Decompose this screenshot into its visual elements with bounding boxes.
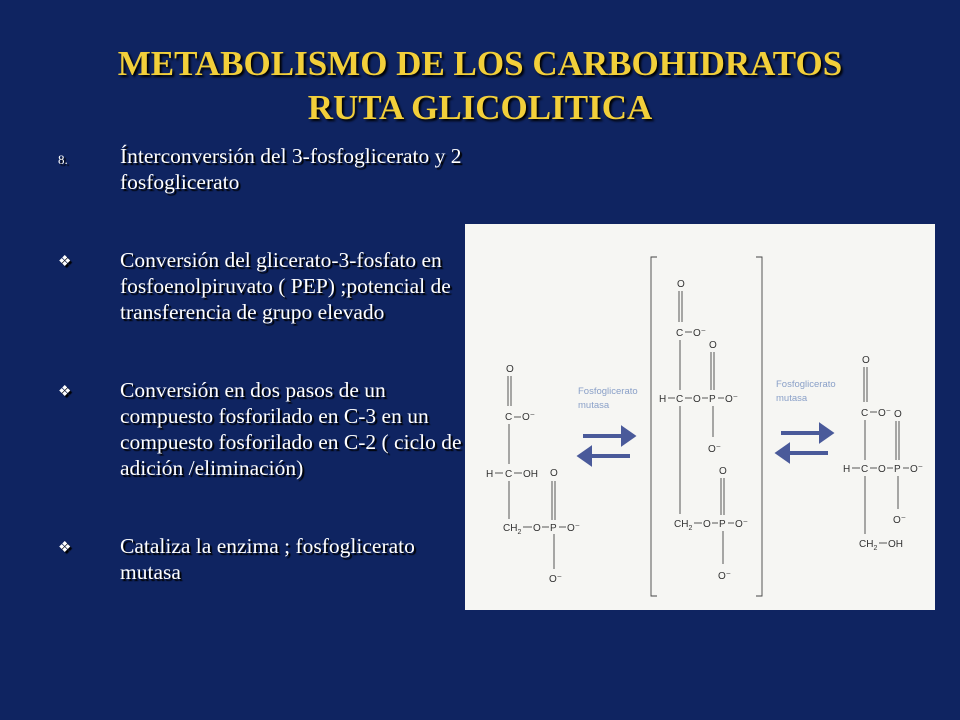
svg-text:C: C xyxy=(505,412,513,423)
svg-text:C: C xyxy=(676,328,684,339)
svg-text:O⁻: O⁻ xyxy=(718,571,732,582)
diamond-bullet-icon: ❖ xyxy=(58,384,72,400)
svg-text:CH2: $CH_2$ xyxy=(859,539,878,552)
list-item xyxy=(58,247,468,325)
title-line-2: RUTA GLICOLITICA xyxy=(307,88,653,127)
svg-text:P: P xyxy=(719,519,726,530)
slide-title xyxy=(0,42,960,130)
enzyme-label-right: Fosfoglicerato xyxy=(776,379,836,390)
molecule-3-phosphoglycerate xyxy=(486,364,580,585)
list-item xyxy=(58,143,468,195)
enzyme-label-left: Fosfoglicerato xyxy=(578,386,638,397)
svg-text:OH: OH xyxy=(888,539,903,550)
item-text: Conversión del glicerato-3-fosfato en fosfoenolpiruvato ( PEP) ;potencial de transferencia de grupo elevado xyxy=(120,248,451,324)
svg-text:O: O xyxy=(719,466,727,477)
enzyme-label-right-2: mutasa xyxy=(776,393,808,404)
item-text: Cataliza la enzima ; fosfoglicerato mutasa xyxy=(120,534,415,584)
title-line-1: METABOLISMO DE LOS CARBOHIDRATOS xyxy=(117,44,843,83)
svg-text:O: O xyxy=(550,468,558,479)
equilibrium-arrows-icon xyxy=(778,426,831,460)
list-item xyxy=(58,533,468,585)
svg-text:O⁻: O⁻ xyxy=(735,519,749,530)
svg-text:O: O xyxy=(894,409,902,420)
svg-text:H: H xyxy=(659,394,667,405)
svg-text:P: P xyxy=(894,464,901,475)
svg-text:H: H xyxy=(843,464,851,475)
item-text: Ínterconversión del 3-fosfoglicerato y 2 fosfoglicerato xyxy=(120,144,462,194)
svg-text:O: O xyxy=(878,464,886,475)
svg-text:C: C xyxy=(676,394,684,405)
svg-text:C: C xyxy=(861,408,869,419)
molecule-2-phosphoglycerate xyxy=(843,355,923,552)
diamond-bullet-icon: ❖ xyxy=(58,254,72,270)
enzyme-label-left-2: mutasa xyxy=(578,400,610,411)
diamond-bullet-icon: ❖ xyxy=(58,540,72,556)
svg-text:CH2: $CH_2$ xyxy=(674,519,693,532)
svg-text:O: O xyxy=(506,364,514,375)
svg-text:C: C xyxy=(505,469,513,480)
item-number: 8. xyxy=(58,152,68,167)
bullet-list xyxy=(58,143,468,585)
svg-text:O: O xyxy=(709,340,717,351)
svg-text:O⁻: O⁻ xyxy=(693,328,707,339)
svg-text:C: C xyxy=(861,464,869,475)
intermediate-2-3-bisphosphoglycerate xyxy=(651,257,762,596)
svg-text:O: O xyxy=(677,279,685,290)
equilibrium-arrows-icon xyxy=(580,429,633,463)
svg-text:CH2: $CH_2$ xyxy=(503,523,522,536)
svg-text:P: P xyxy=(550,523,557,534)
svg-text:O⁻: O⁻ xyxy=(522,412,536,423)
item-text: Conversión en dos pasos de un compuesto fosforilado en C-3 en un compuesto fosforilado en C-2 ( ciclo de adición /eliminación) xyxy=(120,378,462,480)
reaction-figure xyxy=(465,224,935,610)
reaction-diagram xyxy=(465,224,935,610)
svg-text:O: O xyxy=(703,519,711,530)
svg-text:P: P xyxy=(709,394,716,405)
svg-text:O⁻: O⁻ xyxy=(549,574,563,585)
svg-text:H: H xyxy=(486,469,494,480)
svg-text:O: O xyxy=(693,394,701,405)
svg-text:O⁻: O⁻ xyxy=(910,464,924,475)
svg-text:O⁻: O⁻ xyxy=(878,408,892,419)
svg-text:O⁻: O⁻ xyxy=(893,515,907,526)
svg-text:O: O xyxy=(533,523,541,534)
list-item xyxy=(58,377,468,481)
svg-text:O⁻: O⁻ xyxy=(567,523,581,534)
svg-text:O: O xyxy=(862,355,870,366)
svg-text:O⁻: O⁻ xyxy=(708,444,722,455)
svg-text:O⁻: O⁻ xyxy=(725,394,739,405)
svg-text:OH: OH xyxy=(523,469,538,480)
